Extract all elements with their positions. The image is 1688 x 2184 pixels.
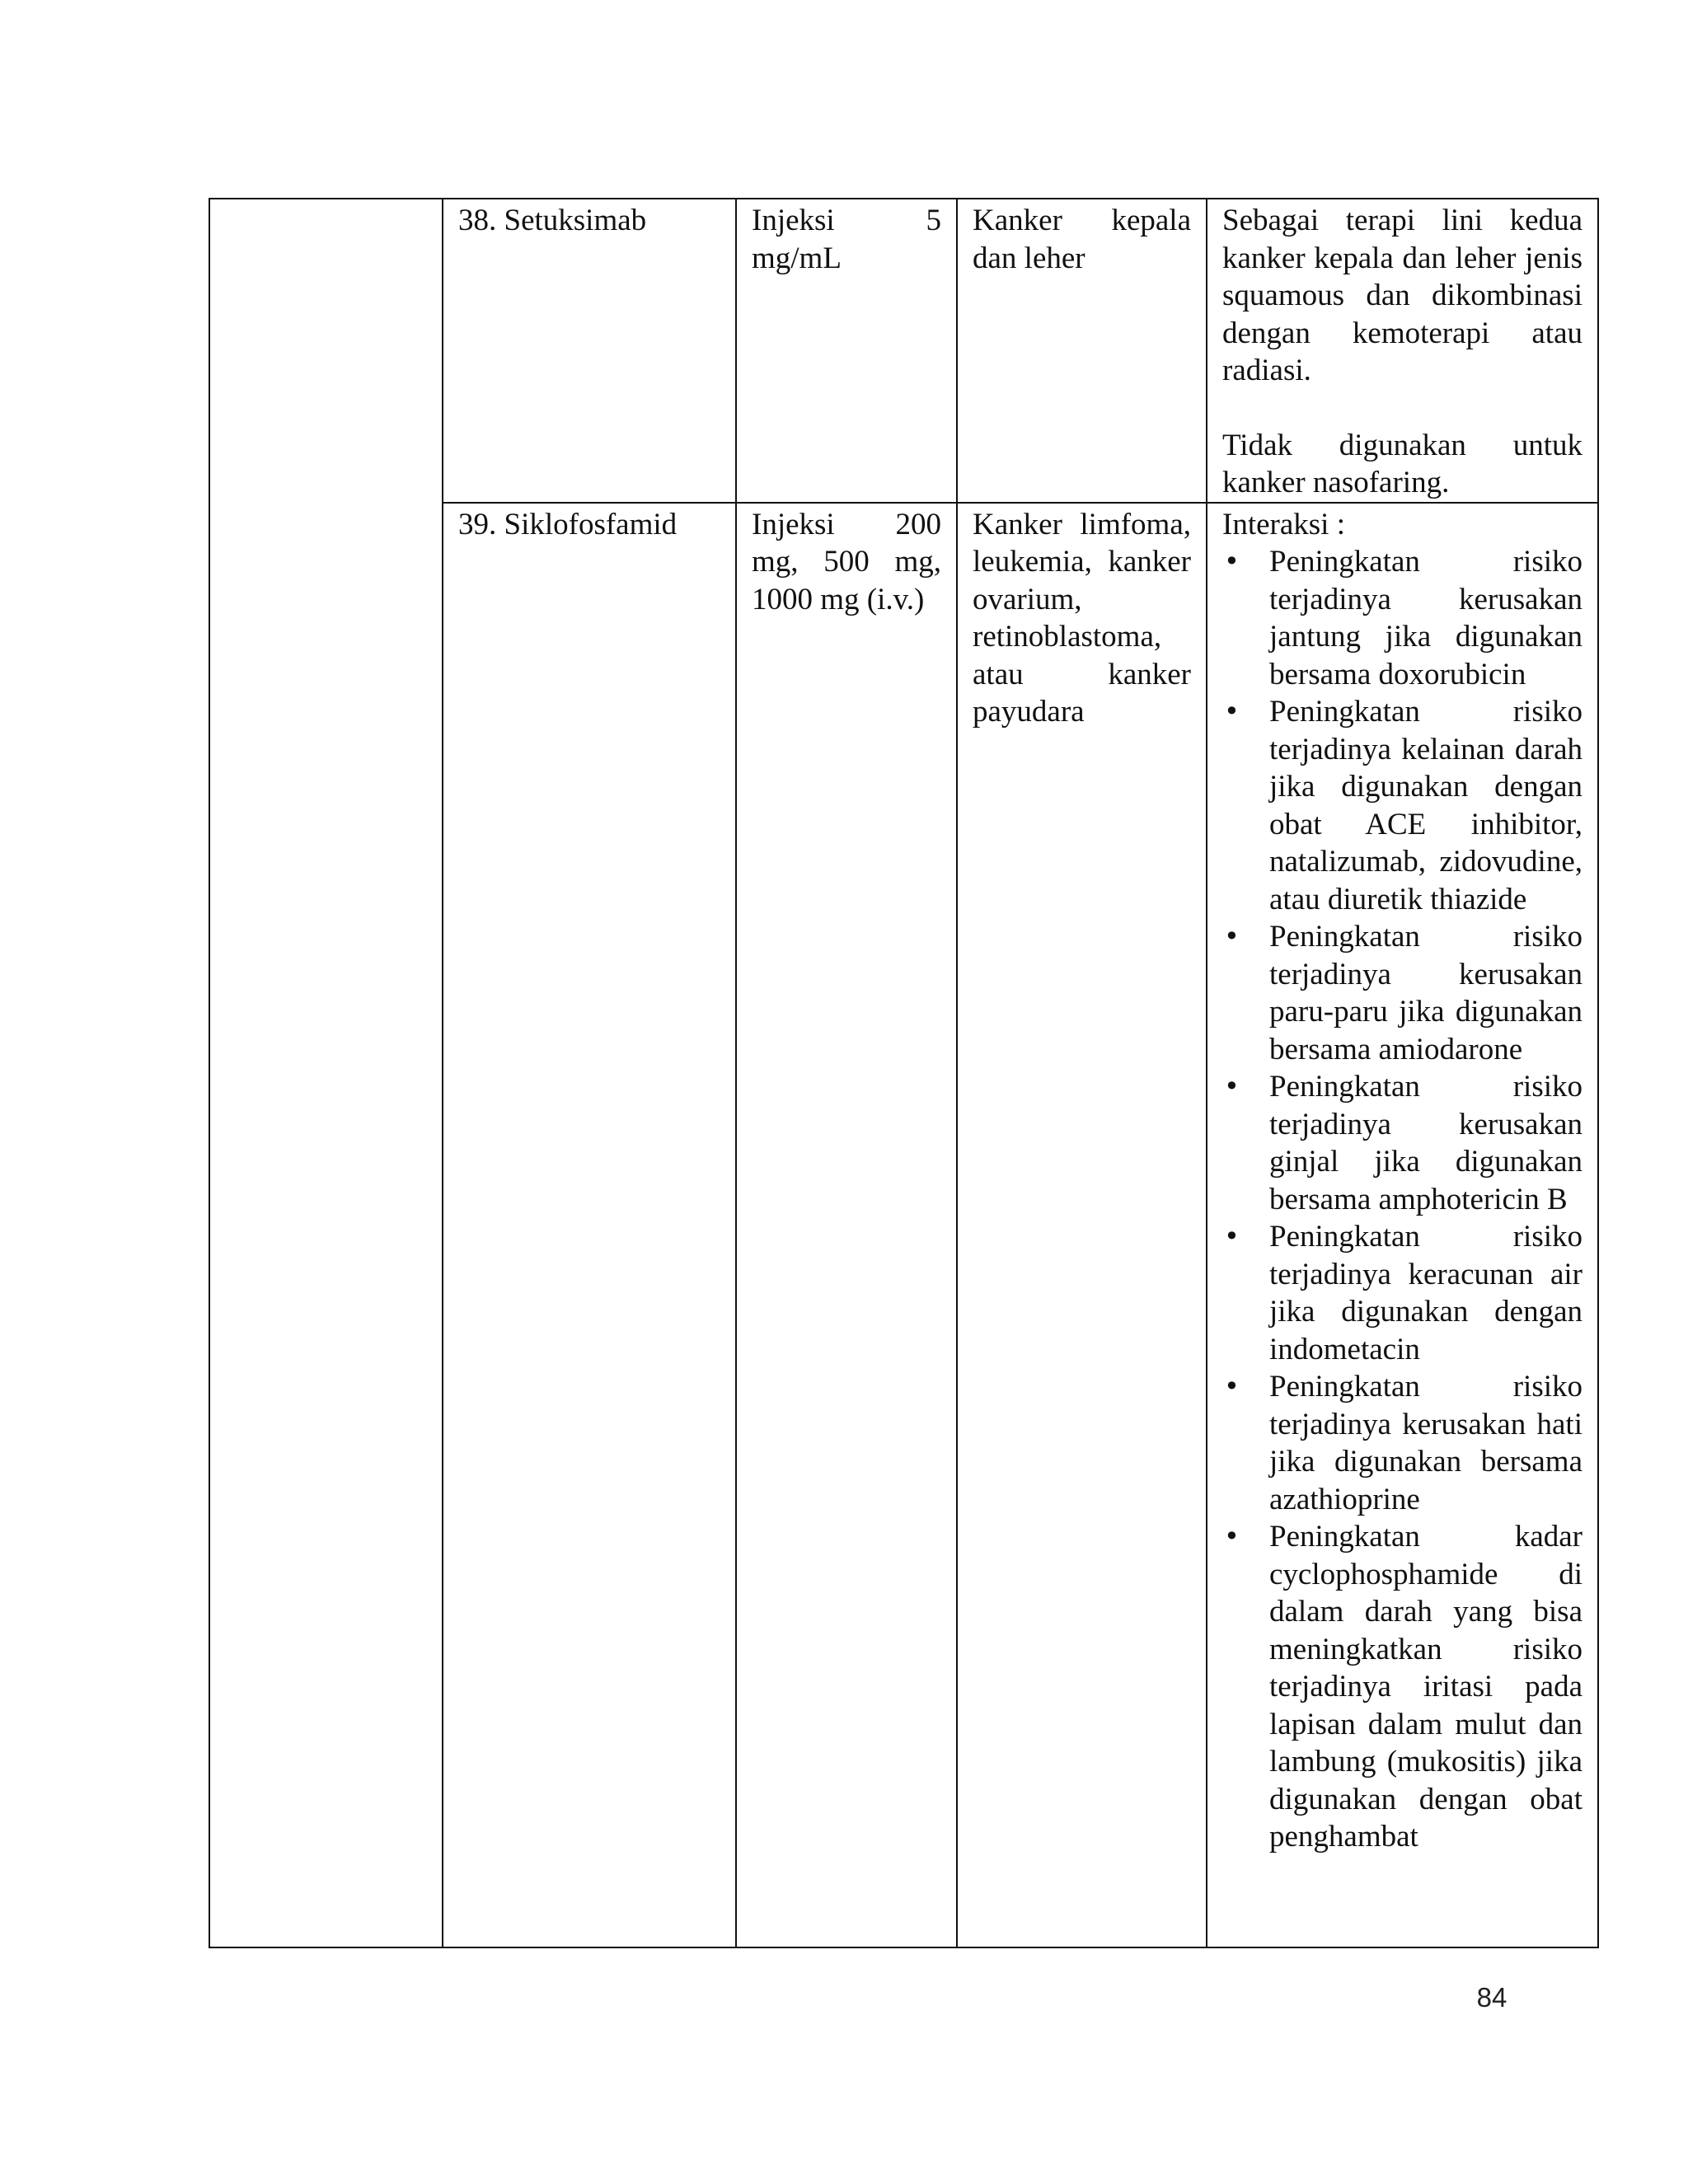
table-row — [209, 199, 1598, 503]
notes-paragraph: Sebagai terapi lini kedua kanker kepala dan leher jenis squamous dan dikombinasi dengan kemoterapi atau radiasi. — [1222, 204, 1582, 387]
list-item: • Peningkatan risiko terjadinya kelainan darah jika digunakan dengan obat ACE inhibitor, natalizumab, zidovudine, atau diuretik thiazide — [1222, 693, 1582, 918]
notes-paragraph: Tidak digunakan untuk kanker nasofaring. — [1222, 428, 1582, 499]
indication-cell — [957, 503, 1207, 1947]
interactions-list — [1222, 543, 1582, 1856]
list-item: • Peningkatan risiko terjadinya kerusakan paru-paru jika digunakan bersama amiodarone — [1222, 918, 1582, 1068]
dosage-cell — [736, 503, 957, 1947]
dosage-cell — [736, 199, 957, 503]
indication-text: Kanker limfoma, leukemia, kanker ovarium, retinoblastoma, atau kanker payudara — [973, 507, 1191, 729]
indication-text: Kanker kepala dan leher — [973, 204, 1191, 275]
dosage-text: Injeksi 200 mg, 500 mg, 1000 mg (i.v.) — [752, 507, 941, 616]
dosage-text: Injeksi 5 mg/mL — [752, 204, 941, 275]
drug-name: 39. Siklofosfamid — [458, 507, 678, 541]
drug-name: 38. Setuksimab — [458, 204, 647, 237]
list-item: • Peningkatan kadar cyclophosphamide di dalam darah yang bisa meningkatkan risiko terjadinya iritasi pada lapisan dalam mulut dan lambung (mukositis) jika digunakan dengan obat penghambat — [1222, 1518, 1582, 1856]
drug-table — [209, 198, 1599, 1948]
list-item: • Peningkatan risiko terjadinya kerusakan jantung jika digunakan bersama doxorubicin — [1222, 543, 1582, 693]
drug-name-cell — [443, 503, 736, 1947]
empty-category-cell — [209, 199, 443, 1947]
notes-cell — [1207, 503, 1598, 1947]
notes-cell — [1207, 199, 1598, 503]
list-item: • Peningkatan risiko terjadinya kerusakan ginjal jika digunakan bersama amphotericin B — [1222, 1068, 1582, 1218]
list-item: • Peningkatan risiko terjadinya kerusakan hati jika digunakan bersama azathioprine — [1222, 1368, 1582, 1518]
interactions-heading: Interaksi : — [1222, 507, 1345, 541]
drug-name-cell — [443, 199, 736, 503]
indication-cell — [957, 199, 1207, 503]
list-item: • Peningkatan risiko terjadinya keracunan air jika digunakan dengan indometacin — [1222, 1218, 1582, 1368]
page-number: 84 — [1476, 1982, 1507, 2013]
